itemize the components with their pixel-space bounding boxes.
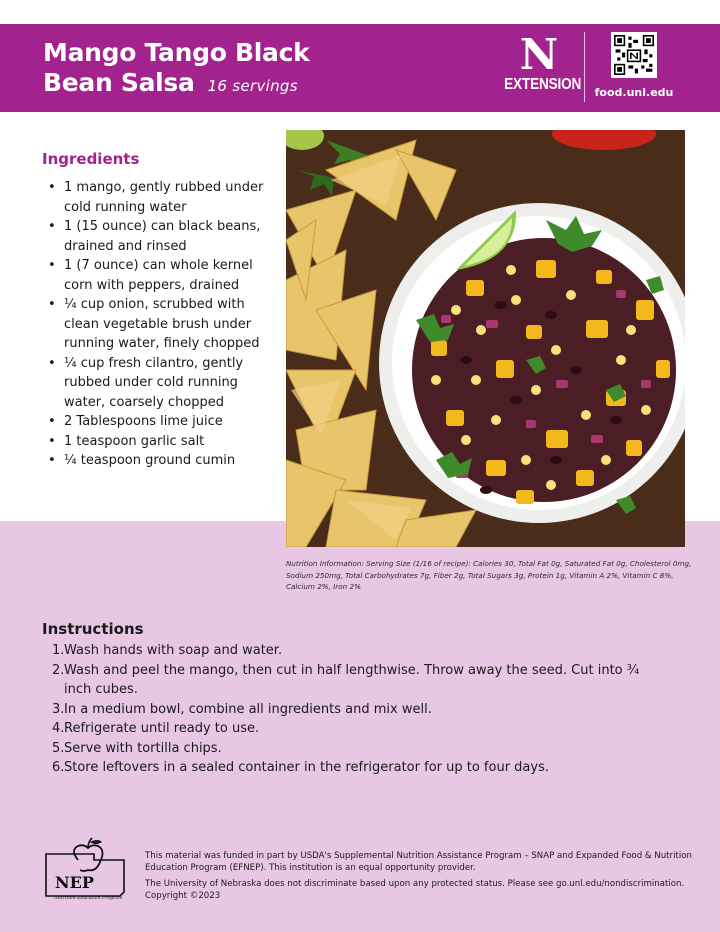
ingredient-item: • 1 mango, gently rubbed under cold running water: [48, 178, 268, 217]
step-number: 3.: [52, 701, 65, 717]
ingredient-item: • ¼ cup fresh cilantro, gently rubbed under cold running water, coarsely chopped: [48, 354, 268, 413]
title-line-1: Mango Tango Black: [43, 38, 310, 67]
ingredient-item: • ¼ teaspoon ground cumin: [48, 451, 268, 471]
nondiscrimination-statement: The University of Nebraska does not discriminate based upon any protected status. Please see go.unl.edu/nondiscrimination. Copyright ©2023: [145, 879, 685, 901]
instruction-step: [52, 758, 652, 778]
ingredient-item: • 1 (15 ounce) can black beans, drained and rinsed: [48, 217, 268, 256]
instructions-heading: Instructions: [42, 620, 144, 638]
n-logo-letter: N: [519, 30, 559, 79]
instruction-step: [52, 719, 652, 739]
step-text: In a medium bowl, combine all ingredients and mix well.: [64, 701, 432, 717]
step-number: 5.: [52, 740, 65, 756]
step-text: Serve with tortilla chips.: [64, 740, 222, 756]
nep-logo: [44, 836, 128, 904]
funding-statement: This material was funded in part by USDA's Supplemental Nutrition Assistance Program – SNAP and Expanded Food & Nutrition Education Program (EFNEP). This institution is an equal opportunity provider.: [145, 851, 692, 873]
step-text: Wash hands with soap and water.: [64, 643, 283, 658]
instruction-step: [52, 739, 652, 759]
qr-code-icon: [614, 35, 654, 75]
step-text: Wash and peel the mango, then cut in half lengthwise. Throw away the seed. Cut into ¾ inch cubes.: [64, 662, 640, 697]
ingredient-item: • 1 teaspoon garlic salt: [48, 432, 268, 452]
header-banner: [0, 24, 720, 112]
step-number: 4.: [52, 721, 65, 736]
servings-count: 16 servings: [207, 77, 298, 95]
step-text: Refrigerate until ready to use.: [64, 721, 260, 736]
instruction-step: [52, 641, 652, 661]
nep-logo-subtext: Nutrition Education Program: [54, 896, 123, 901]
ingredient-item: • ¼ cup onion, scrubbed with clean vegetable brush under running water, finely chopped: [48, 295, 268, 354]
step-number: 6.: [52, 760, 65, 775]
step-text: Store leftovers in a sealed container in the refrigerator for up to four days.: [64, 760, 549, 775]
step-number: 2.: [52, 662, 65, 678]
instruction-step: [52, 661, 652, 700]
instruction-step: [52, 700, 652, 720]
header-divider: [584, 32, 585, 102]
salsa-photo: [286, 130, 685, 547]
recipe-title: [43, 38, 309, 101]
extension-label: EXTENSION: [504, 76, 582, 93]
title-line-2: Bean Salsa: [43, 68, 195, 97]
nebraska-apple-icon: [44, 836, 128, 904]
instructions-list: [52, 641, 652, 778]
qr-code[interactable]: [611, 32, 657, 78]
extension-logo: [498, 30, 582, 102]
step-number: 1.: [52, 643, 65, 658]
website-link[interactable]: food.unl.edu: [594, 86, 674, 99]
ingredient-item: • 1 (7 ounce) can whole kernel corn with peppers, drained: [48, 256, 268, 295]
ingredients-list: [48, 178, 268, 471]
ingredient-item: • 2 Tablespoons lime juice: [48, 412, 268, 432]
ingredients-heading: Ingredients: [42, 150, 140, 168]
salsa-bowl-illustration: [286, 130, 685, 547]
nutrition-info: Nutrition Information: Serving Size (1/16 of recipe): Calories 30, Total Fat 0g, Saturated Fat 0g, Cholesterol 0mg, Sodium 250mg, Total Carbohydrates 7g, Fiber 2g, Total Sugars 3g, Protein 1g, Vitamin A 2%, Vitamin C 8%, Calcium 2%, Iron 2%: [286, 559, 692, 591]
nep-logo-text: NEP: [55, 873, 94, 892]
